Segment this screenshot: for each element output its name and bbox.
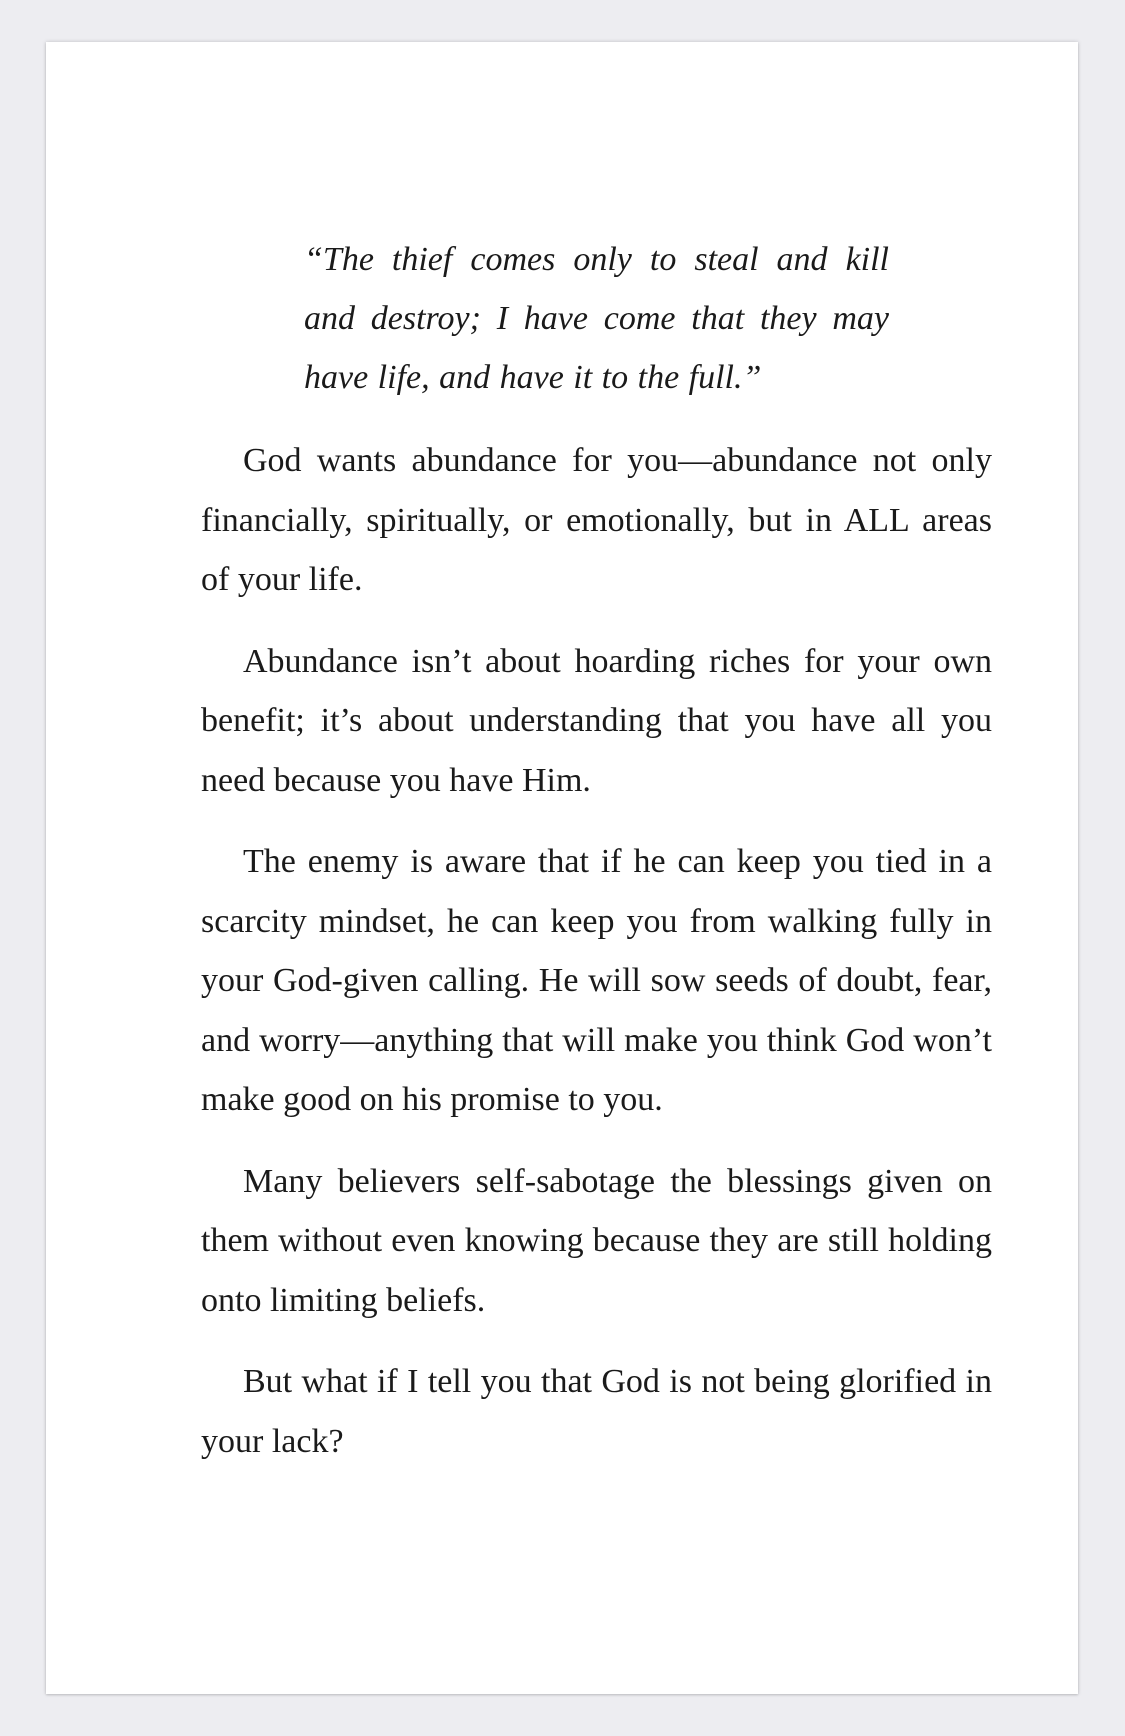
paragraph-believers: Many believers self-sabotage the blessings given on them without even knowing because they are still holding onto limiting beliefs. <box>201 1162 992 1319</box>
paragraph-question: But what if I tell you that God is not being glorified in your lack? <box>201 1363 992 1460</box>
paragraph-hoarding: Abundance isn’t about hoarding riches for your own benefit; it’s about understanding that you have all you need because you have Him. <box>201 642 992 799</box>
paragraph-abundance: God wants abundance for you—abundance not only financially, spiritually, or emotionally, but in ALL areas of your life. <box>201 442 992 598</box>
epigraph-quote: “The thief comes only to steal and kill and destroy; I have come that they may have life, and have it to the full.” <box>304 241 889 396</box>
book-page <box>46 42 1078 1694</box>
paragraph-enemy: The enemy is aware that if he can keep you tied in a scarcity mindset, he can keep you from walking fully in your God-given calling. He will sow seeds of doubt, fear, and worry—anything that will make you think God won’t make good on his promise to you. <box>201 843 992 1118</box>
body-text <box>201 431 992 1493</box>
